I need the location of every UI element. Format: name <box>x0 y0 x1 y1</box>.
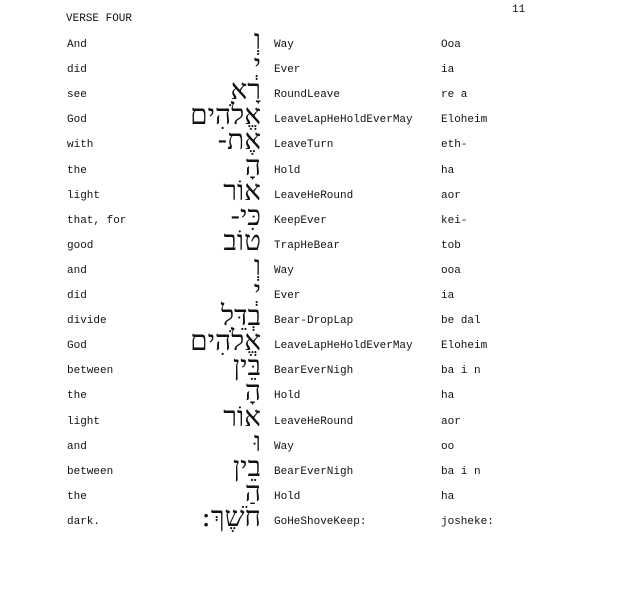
english-word: dark. <box>67 515 101 528</box>
phonetic: ha <box>441 490 455 503</box>
phonetic: kei- <box>441 214 468 227</box>
hebrew-word: וּ <box>253 424 261 458</box>
phonetic: josheke: <box>441 515 494 528</box>
verse-row <box>0 349 637 389</box>
transliteration: Hold <box>274 390 301 403</box>
verse-row <box>0 223 637 264</box>
english-word: between <box>67 465 114 478</box>
english-word: good <box>67 239 94 252</box>
english-word: and <box>67 440 87 453</box>
transliteration: Way <box>274 440 294 453</box>
hebrew-word: בֵין <box>233 449 261 483</box>
english-word: with <box>67 139 94 152</box>
verse-row <box>0 449 637 490</box>
phonetic: ia <box>441 290 455 302</box>
transliteration: Way <box>274 39 294 51</box>
phonetic: oo <box>441 440 455 453</box>
verse-row <box>0 399 637 440</box>
english-word: God <box>67 340 87 353</box>
phonetic: Ooa <box>441 39 461 51</box>
phonetic: aor <box>441 189 461 202</box>
english-word: the <box>67 164 87 177</box>
hebrew-word: יְ <box>253 48 261 82</box>
english-word: that, for <box>67 214 127 227</box>
hebrew-word: וְ <box>253 248 261 282</box>
page-number: 11 <box>512 4 526 16</box>
verse-row <box>0 424 637 465</box>
transliteration: Bear-DropLap <box>274 315 354 328</box>
verse-row <box>0 248 637 289</box>
transliteration: Hold <box>274 490 301 503</box>
phonetic: ha <box>441 390 455 403</box>
transliteration: LeaveLapHeHoldEverMay <box>274 340 413 353</box>
verse-row <box>0 274 637 314</box>
transliteration: Ever <box>274 290 301 302</box>
phonetic: ooa <box>441 264 461 277</box>
english-word: the <box>67 390 87 403</box>
english-word: did <box>67 290 87 302</box>
phonetic: aor <box>441 415 461 428</box>
hebrew-word: אֱלֹהִים <box>190 98 261 132</box>
phonetic: ha <box>441 164 455 177</box>
phonetic: re a <box>441 89 468 102</box>
phonetic: tob <box>441 239 461 252</box>
hebrew-word: הַ <box>244 474 261 508</box>
hebrew-word: הָ <box>244 148 261 182</box>
phonetic: ba i n <box>441 365 481 378</box>
english-word: light <box>67 189 101 202</box>
transliteration: RoundLeave <box>274 89 341 102</box>
transliteration: BearEverNigh <box>274 365 354 378</box>
transliteration: GoHeShoveKeep: <box>274 515 367 528</box>
hebrew-word: וְ <box>253 23 261 56</box>
verse-row <box>0 73 637 113</box>
hebrew-word: חֹשֶׁךְ: <box>201 499 261 533</box>
hebrew-word: אֱלֹהִים <box>190 324 261 358</box>
verse-row <box>0 98 637 138</box>
verse-row <box>0 324 637 364</box>
hebrew-word: אוֹר <box>223 399 261 433</box>
hebrew-word: אֶת- <box>217 123 261 157</box>
transliteration: LeaveHeRound <box>274 415 354 428</box>
verse-heading: VERSE FOUR <box>66 13 133 25</box>
english-word: see <box>67 89 87 102</box>
phonetic: ba i n <box>441 465 481 478</box>
verse-row <box>0 148 637 189</box>
verse-row <box>0 23 637 63</box>
english-word: and <box>67 264 87 277</box>
hebrew-word: אוֹר <box>223 173 261 207</box>
verse-row <box>0 474 637 515</box>
transliteration: TrapHeBear <box>274 239 341 252</box>
phonetic: be dal <box>441 315 481 328</box>
verse-row <box>0 123 637 163</box>
transliteration: KeepEver <box>274 214 327 227</box>
english-word: the <box>67 490 87 503</box>
english-word: between <box>67 365 114 378</box>
hebrew-word: הָ <box>244 374 261 408</box>
transliteration: LeaveTurn <box>274 139 334 152</box>
hebrew-word: בְדֵּל <box>220 299 261 333</box>
english-word: God <box>67 114 87 127</box>
english-word: did <box>67 64 87 77</box>
english-word: And <box>67 39 87 51</box>
hebrew-word: טוֹב <box>223 223 261 257</box>
verse-row <box>0 499 637 540</box>
transliteration: Hold <box>274 164 301 177</box>
transliteration: BearEverNigh <box>274 465 354 478</box>
hebrew-word: בֵּין <box>233 349 261 383</box>
verse-row <box>0 299 637 339</box>
hebrew-word: רָא <box>230 73 261 107</box>
transliteration: Ever <box>274 64 301 77</box>
english-word: light <box>67 415 101 428</box>
phonetic: Eloheim <box>441 114 488 127</box>
verse-row <box>0 48 637 88</box>
verse-row <box>0 198 637 239</box>
phonetic: ia <box>441 64 455 77</box>
english-word: divide <box>67 315 107 328</box>
verse-row <box>0 173 637 214</box>
phonetic: Eloheim <box>441 340 488 353</box>
transliteration: Way <box>274 264 294 277</box>
transliteration: LeaveHeRound <box>274 189 354 202</box>
verse-row <box>0 374 637 414</box>
hebrew-word: כִּי- <box>230 198 261 232</box>
phonetic: eth- <box>441 139 468 152</box>
hebrew-word: יְ <box>253 274 261 307</box>
transliteration: LeaveLapHeHoldEverMay <box>274 114 413 127</box>
